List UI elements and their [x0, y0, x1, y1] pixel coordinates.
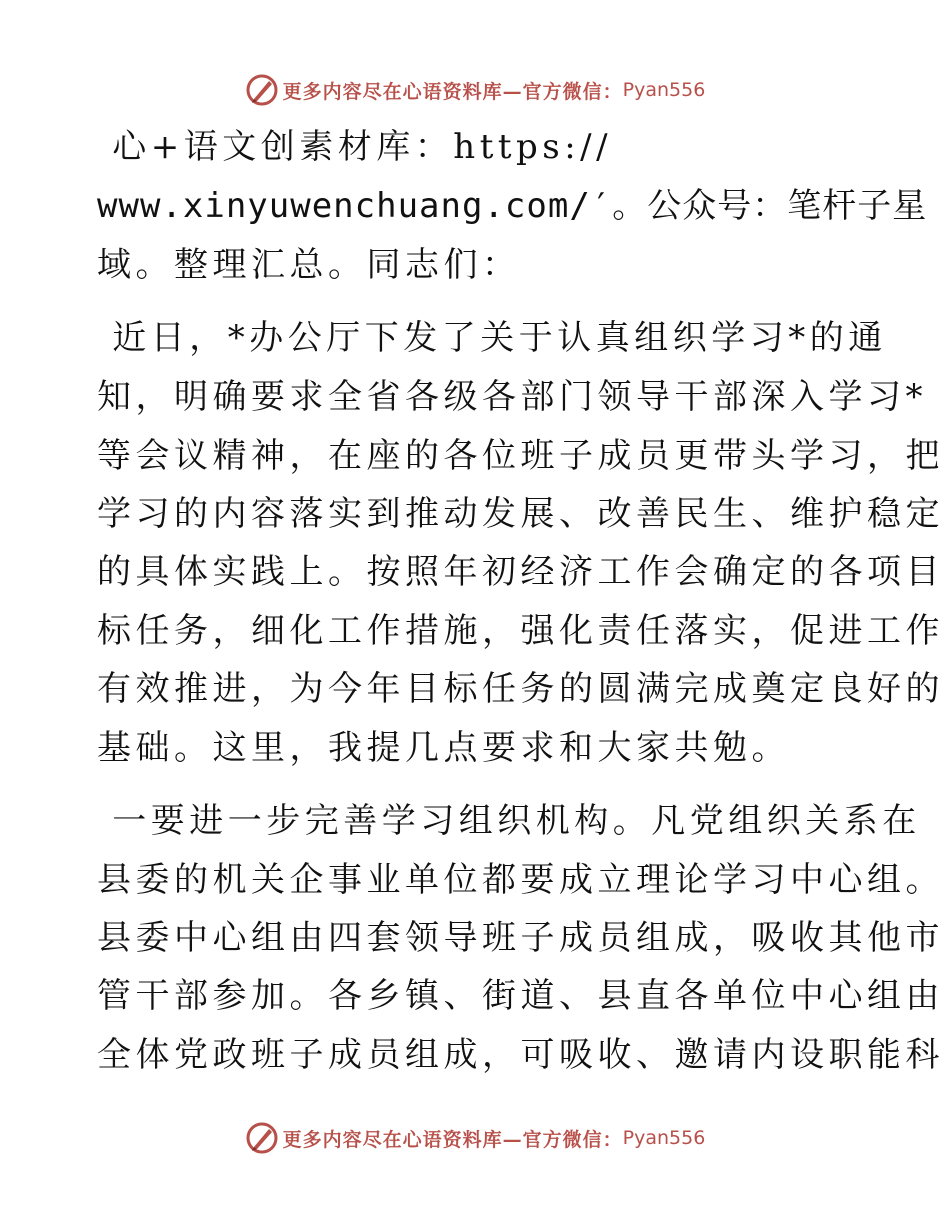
footer-banner — [0, 1118, 950, 1158]
quill-logo-icon — [245, 73, 279, 107]
intro-line-3: 域。整理汇总。同志们： — [97, 245, 521, 285]
banner-text: 更多内容尽在心语资料库—官方微信： — [282, 80, 623, 103]
paragraph1-line-4: 学习的内容落实到推动发展、改善民生、维护稳定 — [97, 494, 944, 534]
header-banner — [0, 70, 950, 110]
paragraph1-line-6: 标任务，细化工作措施，强化责任落实，促进工作 — [97, 611, 944, 651]
intro-line-2: www.xinyuwenchuang.com/′。公众号：笔杆子星 — [97, 186, 928, 226]
paragraph1-line-5: 的具体实践上。按照年初经济工作会确定的各项目 — [97, 552, 944, 592]
banner-text: 更多内容尽在心语资料库—官方微信： — [282, 1128, 623, 1151]
paragraph1-line-1: 近日，*办公厅下发了关于认真组织学习*的通 — [97, 318, 887, 358]
banner-wechat-id: Pyan556 — [622, 79, 706, 101]
paragraph2-line-2: 县委的机关企事业单位都要成立理论学习中心组。 — [97, 860, 944, 900]
paragraph1-line-2: 知，明确要求全省各级各部门领导干部深入学习* — [97, 377, 927, 417]
paragraph2-line-3: 县委中心组由四套领导班子成员组成，吸收其他市 — [97, 918, 944, 958]
banner-wechat-id: Pyan556 — [622, 1127, 706, 1149]
paragraph2-line-5: 全体党政班子成员组成，可吸收、邀请内设职能科 — [97, 1035, 944, 1075]
paragraph1-line-7: 有效推进，为今年目标任务的圆满完成奠定良好的 — [97, 669, 944, 709]
paragraph2-line-1: 一要进一步完善学习组织机构。凡党组织关系在 — [97, 801, 921, 841]
paragraph1-line-8: 基础。这里，我提几点要求和大家共勉。 — [97, 728, 790, 768]
paragraph2-line-4: 管干部参加。各乡镇、街道、县直各单位中心组由 — [97, 976, 944, 1016]
intro-line-1: 心+语文创素材库：https:// — [97, 127, 613, 167]
quill-logo-icon — [245, 1121, 279, 1155]
paragraph1-line-3: 等会议精神，在座的各位班子成员更带头学习，把 — [97, 436, 944, 476]
